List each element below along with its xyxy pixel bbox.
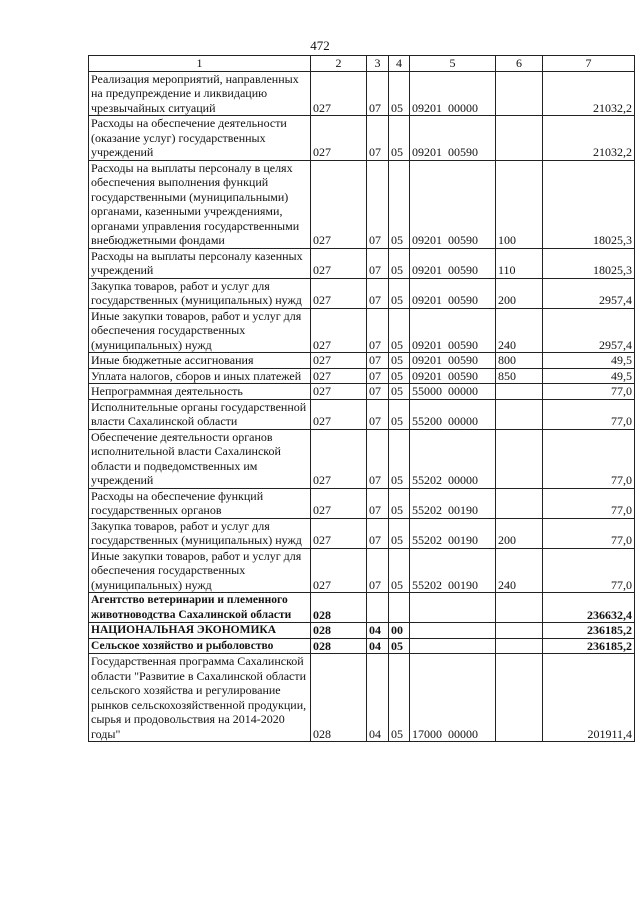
- admin-code-cell: 028: [311, 654, 367, 742]
- row-name-cell: Исполнительные органы государственной власти Сахалинской области: [89, 399, 311, 429]
- section-code-cell: 07: [367, 116, 389, 161]
- amount-cell: 49,5: [543, 353, 635, 369]
- table-row: [89, 518, 635, 548]
- row-name-cell: Уплата налогов, сборов и иных платежей: [89, 368, 311, 384]
- expense-type-cell: [496, 488, 543, 518]
- admin-code-cell: 027: [311, 518, 367, 548]
- table-header-row: [89, 56, 635, 72]
- row-name-cell: Иные бюджетные ассигнования: [89, 353, 311, 369]
- amount-cell: 21032,2: [543, 71, 635, 116]
- expense-type-cell: [496, 623, 543, 639]
- column-header-4: 4: [389, 56, 410, 72]
- table-row: [89, 593, 635, 623]
- table-row: [89, 71, 635, 116]
- expense-type-cell: [496, 384, 543, 400]
- amount-cell: 77,0: [543, 488, 635, 518]
- target-article-cell: 55000 00000: [410, 384, 496, 400]
- section-code-cell: 04: [367, 623, 389, 639]
- row-name-cell: Закупка товаров, работ и услуг для государственных (муниципальных) нужд: [89, 518, 311, 548]
- target-article-cell: [410, 638, 496, 654]
- column-header-6: 6: [496, 56, 543, 72]
- admin-code-cell: 027: [311, 429, 367, 488]
- section-code-cell: 07: [367, 248, 389, 278]
- section-code-cell: 07: [367, 384, 389, 400]
- target-article-cell: [410, 623, 496, 639]
- admin-code-cell: 027: [311, 248, 367, 278]
- admin-code-cell: 027: [311, 384, 367, 400]
- admin-code-cell: 027: [311, 353, 367, 369]
- subsection-code-cell: 05: [389, 278, 410, 308]
- row-name-cell: Расходы на выплаты персоналу в целях обеспечения выполнения функций государственными (муниципальными) органами, казенными учреждениями, органами управления государственными внебюджетными фондами: [89, 160, 311, 248]
- target-article-cell: 09201 00590: [410, 278, 496, 308]
- amount-cell: 77,0: [543, 384, 635, 400]
- target-article-cell: 09201 00590: [410, 368, 496, 384]
- admin-code-cell: 027: [311, 160, 367, 248]
- column-header-1: 1: [89, 56, 311, 72]
- section-code-cell: 07: [367, 353, 389, 369]
- section-code-cell: [367, 593, 389, 623]
- amount-cell: 236632,4: [543, 593, 635, 623]
- amount-cell: 2957,4: [543, 278, 635, 308]
- column-header-5: 5: [410, 56, 496, 72]
- section-code-cell: 07: [367, 308, 389, 353]
- page-number: 472: [310, 38, 330, 53]
- expense-type-cell: [496, 638, 543, 654]
- target-article-cell: 09201 00590: [410, 116, 496, 161]
- section-code-cell: 07: [367, 399, 389, 429]
- amount-cell: 77,0: [543, 518, 635, 548]
- subsection-code-cell: [389, 593, 410, 623]
- table-row: [89, 248, 635, 278]
- admin-code-cell: 027: [311, 278, 367, 308]
- section-code-cell: 07: [367, 71, 389, 116]
- admin-code-cell: 027: [311, 308, 367, 353]
- expense-type-cell: 100: [496, 160, 543, 248]
- table-row: [89, 623, 635, 639]
- row-name-cell: Сельское хозяйство и рыболовство: [89, 638, 311, 654]
- row-name-cell: Расходы на обеспечение деятельности (оказание услуг) государственных учреждений: [89, 116, 311, 161]
- target-article-cell: 09201 00590: [410, 160, 496, 248]
- amount-cell: 18025,3: [543, 160, 635, 248]
- expense-type-cell: [496, 71, 543, 116]
- target-article-cell: 09201 00000: [410, 71, 496, 116]
- expense-type-cell: 200: [496, 278, 543, 308]
- expense-type-cell: [496, 399, 543, 429]
- admin-code-cell: 028: [311, 623, 367, 639]
- expense-type-cell: 240: [496, 548, 543, 593]
- admin-code-cell: 027: [311, 488, 367, 518]
- amount-cell: 49,5: [543, 368, 635, 384]
- section-code-cell: 07: [367, 278, 389, 308]
- amount-cell: 77,0: [543, 399, 635, 429]
- subsection-code-cell: 05: [389, 429, 410, 488]
- section-code-cell: 07: [367, 429, 389, 488]
- target-article-cell: 55202 00190: [410, 488, 496, 518]
- expense-type-cell: [496, 593, 543, 623]
- section-code-cell: 07: [367, 368, 389, 384]
- target-article-cell: 17000 00000: [410, 654, 496, 742]
- row-name-cell: Иные закупки товаров, работ и услуг для обеспечения государственных (муниципальных) нужд: [89, 308, 311, 353]
- target-article-cell: 55202 00190: [410, 548, 496, 593]
- table-row: [89, 488, 635, 518]
- subsection-code-cell: 05: [389, 548, 410, 593]
- target-article-cell: [410, 593, 496, 623]
- expense-type-cell: 850: [496, 368, 543, 384]
- expense-type-cell: 800: [496, 353, 543, 369]
- admin-code-cell: 028: [311, 638, 367, 654]
- table-row: [89, 638, 635, 654]
- admin-code-cell: 028: [311, 593, 367, 623]
- admin-code-cell: 027: [311, 548, 367, 593]
- subsection-code-cell: 05: [389, 248, 410, 278]
- target-article-cell: 55200 00000: [410, 399, 496, 429]
- subsection-code-cell: 05: [389, 384, 410, 400]
- table-row: [89, 399, 635, 429]
- expense-type-cell: [496, 116, 543, 161]
- target-article-cell: 09201 00590: [410, 248, 496, 278]
- column-header-7: 7: [543, 56, 635, 72]
- amount-cell: 201911,4: [543, 654, 635, 742]
- row-name-cell: НАЦИОНАЛЬНАЯ ЭКОНОМИКА: [89, 623, 311, 639]
- row-name-cell: Непрограммная деятельность: [89, 384, 311, 400]
- column-header-3: 3: [367, 56, 389, 72]
- amount-cell: 2957,4: [543, 308, 635, 353]
- table-row: [89, 368, 635, 384]
- subsection-code-cell: 05: [389, 368, 410, 384]
- expense-type-cell: 200: [496, 518, 543, 548]
- expense-type-cell: [496, 429, 543, 488]
- subsection-code-cell: 05: [389, 116, 410, 161]
- row-name-cell: Расходы на обеспечение функций государственных органов: [89, 488, 311, 518]
- subsection-code-cell: 05: [389, 399, 410, 429]
- amount-cell: 236185,2: [543, 623, 635, 639]
- expense-type-cell: [496, 654, 543, 742]
- subsection-code-cell: 00: [389, 623, 410, 639]
- amount-cell: 18025,3: [543, 248, 635, 278]
- row-name-cell: Иные закупки товаров, работ и услуг для обеспечения государственных (муниципальных) нужд: [89, 548, 311, 593]
- section-code-cell: 07: [367, 160, 389, 248]
- subsection-code-cell: 05: [389, 71, 410, 116]
- section-code-cell: 07: [367, 518, 389, 548]
- admin-code-cell: 027: [311, 399, 367, 429]
- subsection-code-cell: 05: [389, 353, 410, 369]
- row-name-cell: Агентство ветеринарии и племенного животноводства Сахалинской области: [89, 593, 311, 623]
- section-code-cell: 04: [367, 654, 389, 742]
- subsection-code-cell: 05: [389, 160, 410, 248]
- subsection-code-cell: 05: [389, 308, 410, 353]
- table-row: [89, 308, 635, 353]
- amount-cell: 77,0: [543, 429, 635, 488]
- table-row: [89, 116, 635, 161]
- section-code-cell: 07: [367, 488, 389, 518]
- subsection-code-cell: 05: [389, 638, 410, 654]
- column-header-2: 2: [311, 56, 367, 72]
- budget-table: [88, 55, 635, 742]
- subsection-code-cell: 05: [389, 654, 410, 742]
- row-name-cell: Обеспечение деятельности органов исполнительной власти Сахалинской области и подведомственных им учреждений: [89, 429, 311, 488]
- section-code-cell: 04: [367, 638, 389, 654]
- table-row: [89, 654, 635, 742]
- amount-cell: 236185,2: [543, 638, 635, 654]
- row-name-cell: Реализация мероприятий, направленных на предупреждение и ликвидацию чрезвычайных ситуаций: [89, 71, 311, 116]
- subsection-code-cell: 05: [389, 518, 410, 548]
- expense-type-cell: 110: [496, 248, 543, 278]
- table-row: [89, 429, 635, 488]
- admin-code-cell: 027: [311, 71, 367, 116]
- amount-cell: 77,0: [543, 548, 635, 593]
- admin-code-cell: 027: [311, 368, 367, 384]
- expense-type-cell: 240: [496, 308, 543, 353]
- target-article-cell: 55202 00190: [410, 518, 496, 548]
- row-name-cell: Государственная программа Сахалинской области "Развитие в Сахалинской области сельского хозяйства и регулирование рынков сельскохозяйственной продукции, сырья и продовольствия на 2014-2020 годы": [89, 654, 311, 742]
- table-row: [89, 278, 635, 308]
- target-article-cell: 55202 00000: [410, 429, 496, 488]
- row-name-cell: Закупка товаров, работ и услуг для государственных (муниципальных) нужд: [89, 278, 311, 308]
- admin-code-cell: 027: [311, 116, 367, 161]
- table-row: [89, 353, 635, 369]
- amount-cell: 21032,2: [543, 116, 635, 161]
- section-code-cell: 07: [367, 548, 389, 593]
- table-row: [89, 384, 635, 400]
- row-name-cell: Расходы на выплаты персоналу казенных учреждений: [89, 248, 311, 278]
- target-article-cell: 09201 00590: [410, 353, 496, 369]
- target-article-cell: 09201 00590: [410, 308, 496, 353]
- subsection-code-cell: 05: [389, 488, 410, 518]
- table-row: [89, 548, 635, 593]
- table-row: [89, 160, 635, 248]
